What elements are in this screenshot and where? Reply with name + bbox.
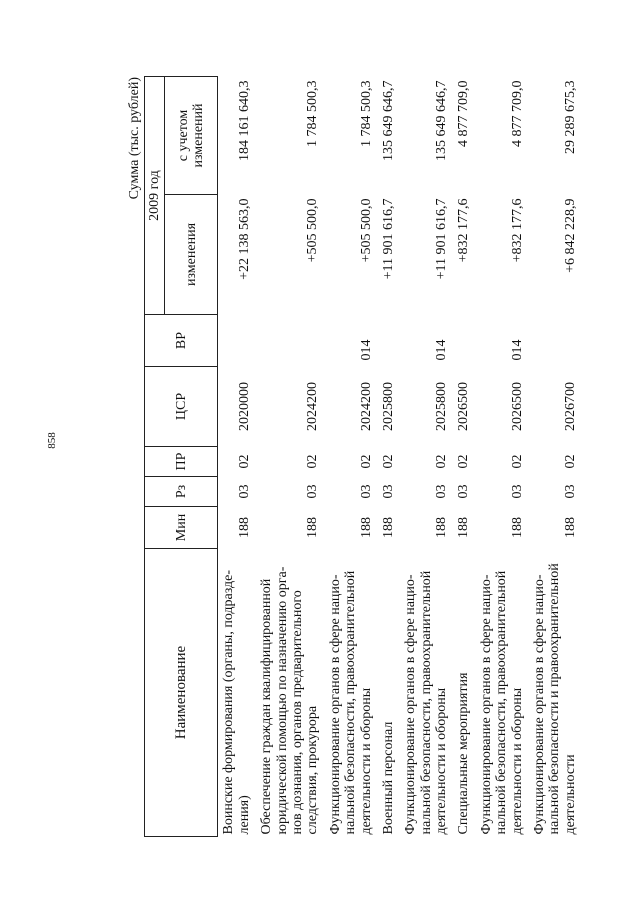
cell-csr: 2024200 <box>305 382 321 431</box>
cell-min: 188 <box>380 517 396 538</box>
header-name: Наименование <box>145 549 218 837</box>
cell-vr: 014 <box>509 339 525 361</box>
cell-min: 188 <box>305 517 321 538</box>
cell-rz: 03 <box>358 484 374 499</box>
cell-vr: 014 <box>358 339 374 361</box>
table-row <box>476 77 529 837</box>
cell-min: 188 <box>236 517 252 538</box>
cell-vr <box>256 315 325 367</box>
cell-change: +505 500,0 <box>305 198 321 263</box>
cell-min: 188 <box>509 517 525 538</box>
cell-change: +6 842 228,9 <box>562 198 578 273</box>
cell-total: 29 289 675,3 <box>562 80 578 154</box>
page-content <box>127 77 578 837</box>
cell-csr: 2025800 <box>380 382 396 431</box>
cell-change: +505 500,0 <box>358 198 374 263</box>
cell-csr: 2024200 <box>358 382 374 431</box>
cell-csr: 2026500 <box>456 382 472 431</box>
rotated-page <box>127 77 578 837</box>
cell-pr: 02 <box>434 454 450 469</box>
page-number: 858 <box>45 432 58 449</box>
cell-csr: 2025800 <box>434 382 450 431</box>
cell-total: 184 161 640,3 <box>236 80 252 161</box>
cell-pr: 02 <box>305 454 321 469</box>
table-row <box>453 77 475 837</box>
cell-name: Функционирование органов в сфере нацио-нальной безопасности, правоохранительной деятельности и обороны <box>327 570 374 835</box>
cell-name: Функционирование органов в сфере нацио-нальной безопасности и правоохранительной деятельности <box>532 563 578 835</box>
cell-vr <box>453 315 475 367</box>
cell-min: 188 <box>434 517 450 538</box>
cell-total: 135 649 646,7 <box>380 80 396 161</box>
cell-min: 188 <box>562 517 578 538</box>
cell-total: 4 877 709,0 <box>456 80 472 147</box>
table-row <box>325 77 378 837</box>
cell-change: +22 138 563,0 <box>236 198 252 280</box>
cell-csr: 2026700 <box>562 382 578 431</box>
header-year: 2009 год <box>145 77 165 315</box>
cell-pr: 02 <box>358 454 374 469</box>
header-csr: ЦСР <box>145 367 218 447</box>
cell-pr: 02 <box>509 454 525 469</box>
cell-total: 4 877 709,0 <box>509 80 525 147</box>
cell-pr: 02 <box>562 454 578 469</box>
cell-rz: 03 <box>509 484 525 499</box>
cell-name: Функционирование органов в сфере нацио-нальной безопасности, правоохранительной деятельности и обороны <box>478 570 525 835</box>
cell-total: 1 784 500,3 <box>358 80 374 147</box>
header-row-top <box>145 77 165 837</box>
cell-total: 135 649 646,7 <box>434 80 450 161</box>
cell-min: 188 <box>456 517 472 538</box>
cell-rz: 03 <box>236 484 252 499</box>
cell-min: 188 <box>358 517 374 538</box>
cell-pr: 02 <box>380 454 396 469</box>
cell-rz: 03 <box>380 484 396 499</box>
cell-vr: 014 <box>434 339 450 361</box>
units-label: Сумма (тыс. рублей) <box>127 77 142 200</box>
cell-name: Функционирование органов в сфере нацио-нальной безопасности, правоохранительной деятельности и обороны <box>403 570 450 835</box>
header-with-changes: с учетом изменений <box>165 77 218 195</box>
cell-csr: 2020000 <box>236 382 252 431</box>
cell-pr: 02 <box>236 454 252 469</box>
header-pr: ПР <box>145 447 218 477</box>
cell-change: +11 901 616,7 <box>380 198 396 280</box>
cell-rz: 03 <box>305 484 321 499</box>
cell-change: +832 177,6 <box>509 198 525 263</box>
cell-total: 1 784 500,3 <box>305 80 321 147</box>
cell-name: Обеспечение граждан квалифицированной юридической помощью по назначению орга-нов дознания, органов предварительного следствия, прокурора <box>259 566 321 835</box>
header-vr: ВР <box>145 315 218 367</box>
cell-name: Специальные мероприятия <box>456 672 472 835</box>
table-row <box>529 77 582 837</box>
cell-name: Воинские формирования (органы, подразде-ления) <box>221 569 252 835</box>
cell-vr <box>529 315 582 367</box>
cell-rz: 03 <box>456 484 472 499</box>
cell-vr <box>378 315 400 367</box>
cell-vr <box>218 315 256 367</box>
cell-csr: 2026500 <box>509 382 525 431</box>
table-row <box>400 77 453 837</box>
cell-rz: 03 <box>434 484 450 499</box>
cell-change: +11 901 616,7 <box>434 198 450 280</box>
cell-pr: 02 <box>456 454 472 469</box>
budget-table <box>144 76 582 837</box>
table-row <box>218 77 256 837</box>
header-changes: изменения <box>165 195 218 315</box>
header-min: Мин <box>145 507 218 549</box>
table-row <box>378 77 400 837</box>
cell-name: Военный персонал <box>380 721 396 835</box>
cell-rz: 03 <box>562 484 578 499</box>
cell-change: +832 177,6 <box>456 198 472 263</box>
header-rz: Рз <box>145 477 218 507</box>
table-row <box>256 77 325 837</box>
table-body <box>218 77 582 837</box>
